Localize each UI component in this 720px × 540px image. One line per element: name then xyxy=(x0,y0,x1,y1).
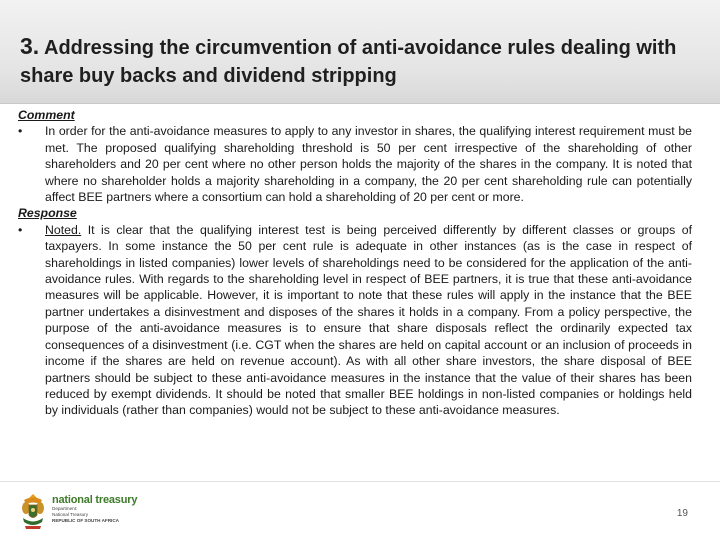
footer-divider xyxy=(0,481,720,482)
logo-republic: REPUBLIC OF SOUTH AFRICA xyxy=(52,518,119,523)
logo-name: national treasury xyxy=(52,494,138,506)
response-bullet xyxy=(18,222,692,419)
south-africa-coat-of-arms-icon xyxy=(18,492,48,532)
logo-text xyxy=(52,494,156,524)
title-text: Addressing the circumvention of anti-avoidance rules dealing with share buy backs and dividend stripping xyxy=(20,37,677,87)
response-heading: Response xyxy=(18,206,77,221)
response-text: It is clear that the qualifying interest test is being perceived differently by different classes or groups of taxpayers. In some instance the 50 per cent rule is adequate in other instances (as is the case in respect of shareholdings in listed companies) lower levels of shareholdings need to be considered for the application of the anti-avoidance rules. With regards to the shareholding level in respect of BEE partners, it is true that these anti-avoidance measures will be applicable. However, it is important to note that these rules will apply in the instance that the BEE partner undertakes a disinvestment and disposes of the shares it holds in a company. From a policy perspective, the purpose of the anti-avoidance measures is to ensure that share disposals reflect the ordinarily expected tax consequences of a disinvestment (i.e. CGT when the shares are held on capital account or an inclusion of proceeds in income if the shares are held on revenue account). As with all other share investors, the share disposal of BEE partners should be subject to these anti-avoidance measures in the instance that the value of their shares has been reduced by exempt dividends. It should be noted that smaller BEE holdings in non-listed companies or holdings held by individuals (rather than companies) would not be subject to these anti-avoidance measures. xyxy=(45,222,692,418)
comment-bullet xyxy=(18,123,692,205)
page-number: 19 xyxy=(676,508,688,519)
comment-text: In order for the anti-avoidance measures to apply to any investor in shares, the qualifying interest requirement must be met. The proposed qualifying shareholding threshold is 50 per cent irrespective of the shareholding of other shareholders and 20 per cent where no other person holds the majority of the shares in the company. It is noted that where no shareholder holds a majority shareholding in a company, the 20 per cent shareholding rule can potentially affect BEE partners where a consortium can hold a shareholding of 20 per cent or more. xyxy=(45,124,692,205)
slide-body xyxy=(18,107,692,419)
slide-title xyxy=(20,32,710,90)
logo-department: Department: xyxy=(52,506,78,511)
bullet-marker: • xyxy=(18,124,23,139)
bullet-marker: • xyxy=(18,222,23,237)
logo-treasury: National Treasury xyxy=(52,512,89,517)
national-treasury-logo xyxy=(18,492,158,532)
title-number: 3. xyxy=(20,33,40,59)
response-lead: Noted. xyxy=(45,222,82,237)
comment-heading: Comment xyxy=(18,108,75,122)
